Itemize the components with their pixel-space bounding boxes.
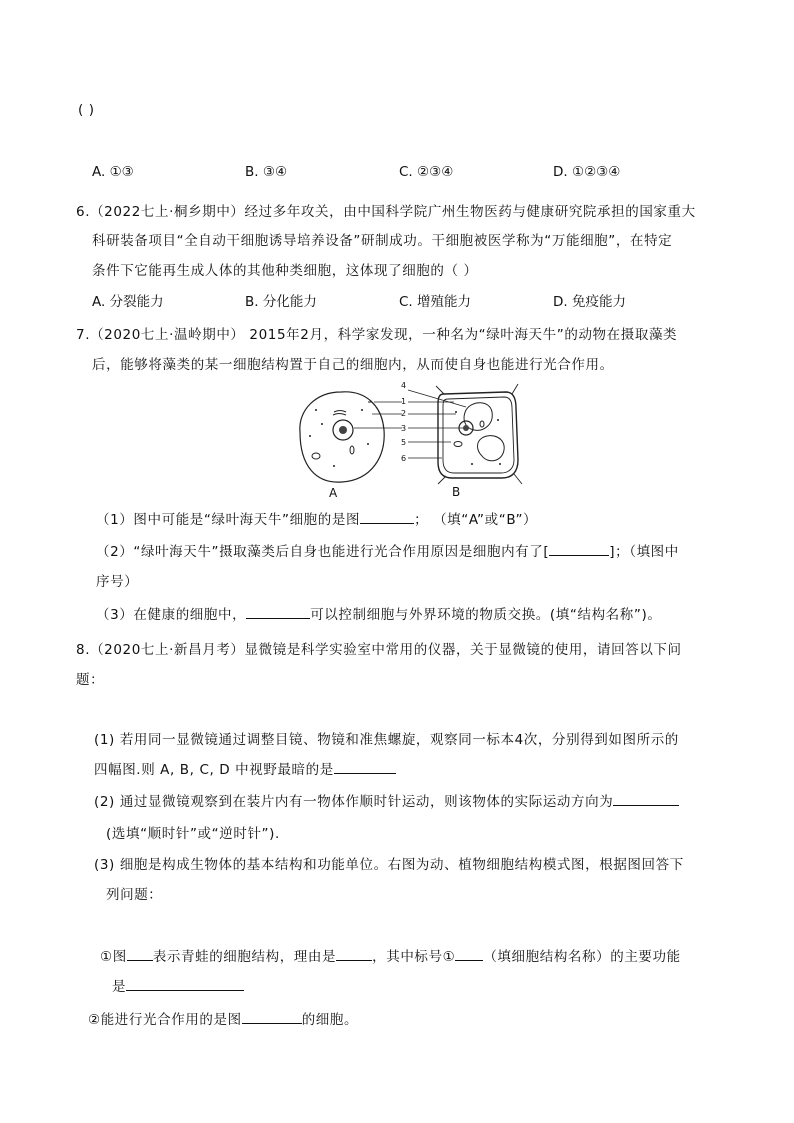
- q6-option-d: D. 免疫能力: [553, 294, 626, 310]
- q7-sub2-blank[interactable]: [549, 541, 609, 556]
- figure-label-a: A: [329, 486, 338, 500]
- q7-sub3-hint: 可以控制细胞与外界环境的物质交换。(填“结构名称”)。: [310, 607, 662, 623]
- figure-number-5: 5: [401, 438, 407, 447]
- q7-sub3-text: （3）在健康的细胞中，: [96, 607, 247, 623]
- q8-c1-text-e: 是: [112, 979, 127, 995]
- figure-label-b: B: [452, 485, 461, 499]
- q7-sub2-text: （2）“绿叶海天牛”摄取藻类后自身也能进行光合作用原因是细胞内有了[: [96, 544, 550, 560]
- figure-number-6: 6: [401, 454, 407, 463]
- plant-cell-b: [436, 384, 522, 499]
- q8-c1-line2: [112, 975, 244, 995]
- q7-sub1-text: （1）图中可能是“绿叶海天牛”细胞的是图: [96, 512, 361, 528]
- q8-sub1-line2: [94, 758, 396, 778]
- q7-sub1-hint: ； （填“A”或“B”）: [414, 512, 538, 528]
- q5-option-c: C. ②③④: [399, 164, 454, 180]
- q5-answer-paren: ( ): [78, 102, 95, 118]
- q8-c1-blank4[interactable]: [126, 976, 244, 991]
- q7-sub2-cont: 序号）: [96, 574, 139, 590]
- q5-option-d: D. ①②③④: [553, 164, 621, 180]
- q6-stem-line3: 条件下它能再生成人体的其他种类细胞，这体现了细胞的（ ）: [92, 263, 478, 279]
- q8-c2: [88, 1008, 358, 1028]
- figure-number-3: 3: [401, 424, 407, 433]
- q8-c1-line1: [100, 945, 681, 965]
- q8-c2-text-b: 的细胞。: [301, 1012, 359, 1028]
- q7-stem-line1: 7.（2020七上·温岭期中） 2015年2月，科学家发现，一种名为“绿叶海天牛”的动物在摄取藻类: [76, 327, 678, 343]
- q7-sub2: [96, 540, 679, 560]
- q6-stem-line2: 科研装备项目“全自动干细胞诱导培养设备”研制成功。干细胞被医学称为“万能细胞”，在特定: [92, 233, 673, 249]
- q5-option-b: B. ③④: [245, 164, 288, 180]
- q8-c1-text-c: ，其中标号①: [372, 949, 456, 965]
- q8-c1-blank1[interactable]: [127, 946, 153, 961]
- q5-option-a: A. ①③: [92, 164, 134, 180]
- q8-sub3-line2: 列问题：: [106, 887, 163, 903]
- q8-sub2-line2: (选填“顺时针”或“逆时针”).: [106, 826, 280, 842]
- figure-number-2: 2: [401, 409, 407, 418]
- q7-sub1: [96, 508, 537, 528]
- animal-cell-a: [300, 392, 384, 500]
- q6-option-c: C. 增殖能力: [399, 294, 472, 310]
- q8-sub2-line1: [94, 790, 679, 810]
- q8-stem-line2: 题：: [76, 672, 105, 688]
- q7-stem-line2: 后，能够将藻类的某一细胞结构置于自己的细胞内，从而使自身也能进行光合作用。: [92, 357, 614, 373]
- q8-sub2-text: (2) 通过显微镜观察到在装片内有一物体作顺时针运动，则该物体的实际运动方向为: [94, 794, 614, 810]
- figure-number-4: 4: [401, 381, 407, 390]
- q6-stem-line1: 6.（2022七上·桐乡期中）经过多年攻关，由中国科学院广州生物医药与健康研究院承担的国家重大: [76, 204, 696, 220]
- q8-c2-text-a: ②能进行光合作用的是图: [88, 1012, 242, 1028]
- figure-number-1: 1: [401, 397, 407, 406]
- q8-sub1-text: 四幅图.则 A, B, C, D 中视野最暗的是: [94, 762, 334, 778]
- q8-c1-blank2[interactable]: [336, 946, 372, 961]
- q7-sub3: [96, 603, 661, 623]
- cell-diagram: [286, 380, 526, 500]
- q8-c1-text-b: 表示青蛙的细胞结构，理由是: [152, 949, 337, 965]
- q6-option-b: B. 分化能力: [245, 294, 317, 310]
- q8-c1-text-d: （填细胞结构名称）的主要功能: [483, 949, 681, 965]
- q8-c2-blank[interactable]: [242, 1009, 302, 1024]
- q7-sub1-blank[interactable]: [360, 509, 414, 524]
- q7-sub3-blank[interactable]: [246, 604, 310, 619]
- q8-c1-blank3[interactable]: [455, 946, 483, 961]
- q6-option-a: A. 分裂能力: [92, 294, 164, 310]
- q8-stem-line1: 8.（2020七上·新昌月考）显微镜是科学实验室中常用的仪器，关于显微镜的使用，请回答以下问: [76, 642, 682, 658]
- q8-c1-text-a: ①图: [100, 949, 127, 965]
- q8-sub2-blank[interactable]: [613, 791, 679, 806]
- q8-sub3-line1: (3) 细胞是构成生物体的基本结构和功能单位。右图为动、植物细胞结构模式图，根据图回答下: [94, 857, 684, 873]
- q8-sub1-line1: (1) 若用同一显微镜通过调整目镜、物镜和准焦螺旋，观察同一标本4次，分别得到如图所示的: [94, 732, 679, 748]
- q7-sub2-hint: ]；（填图中: [609, 544, 679, 560]
- q8-sub1-blank[interactable]: [334, 759, 396, 774]
